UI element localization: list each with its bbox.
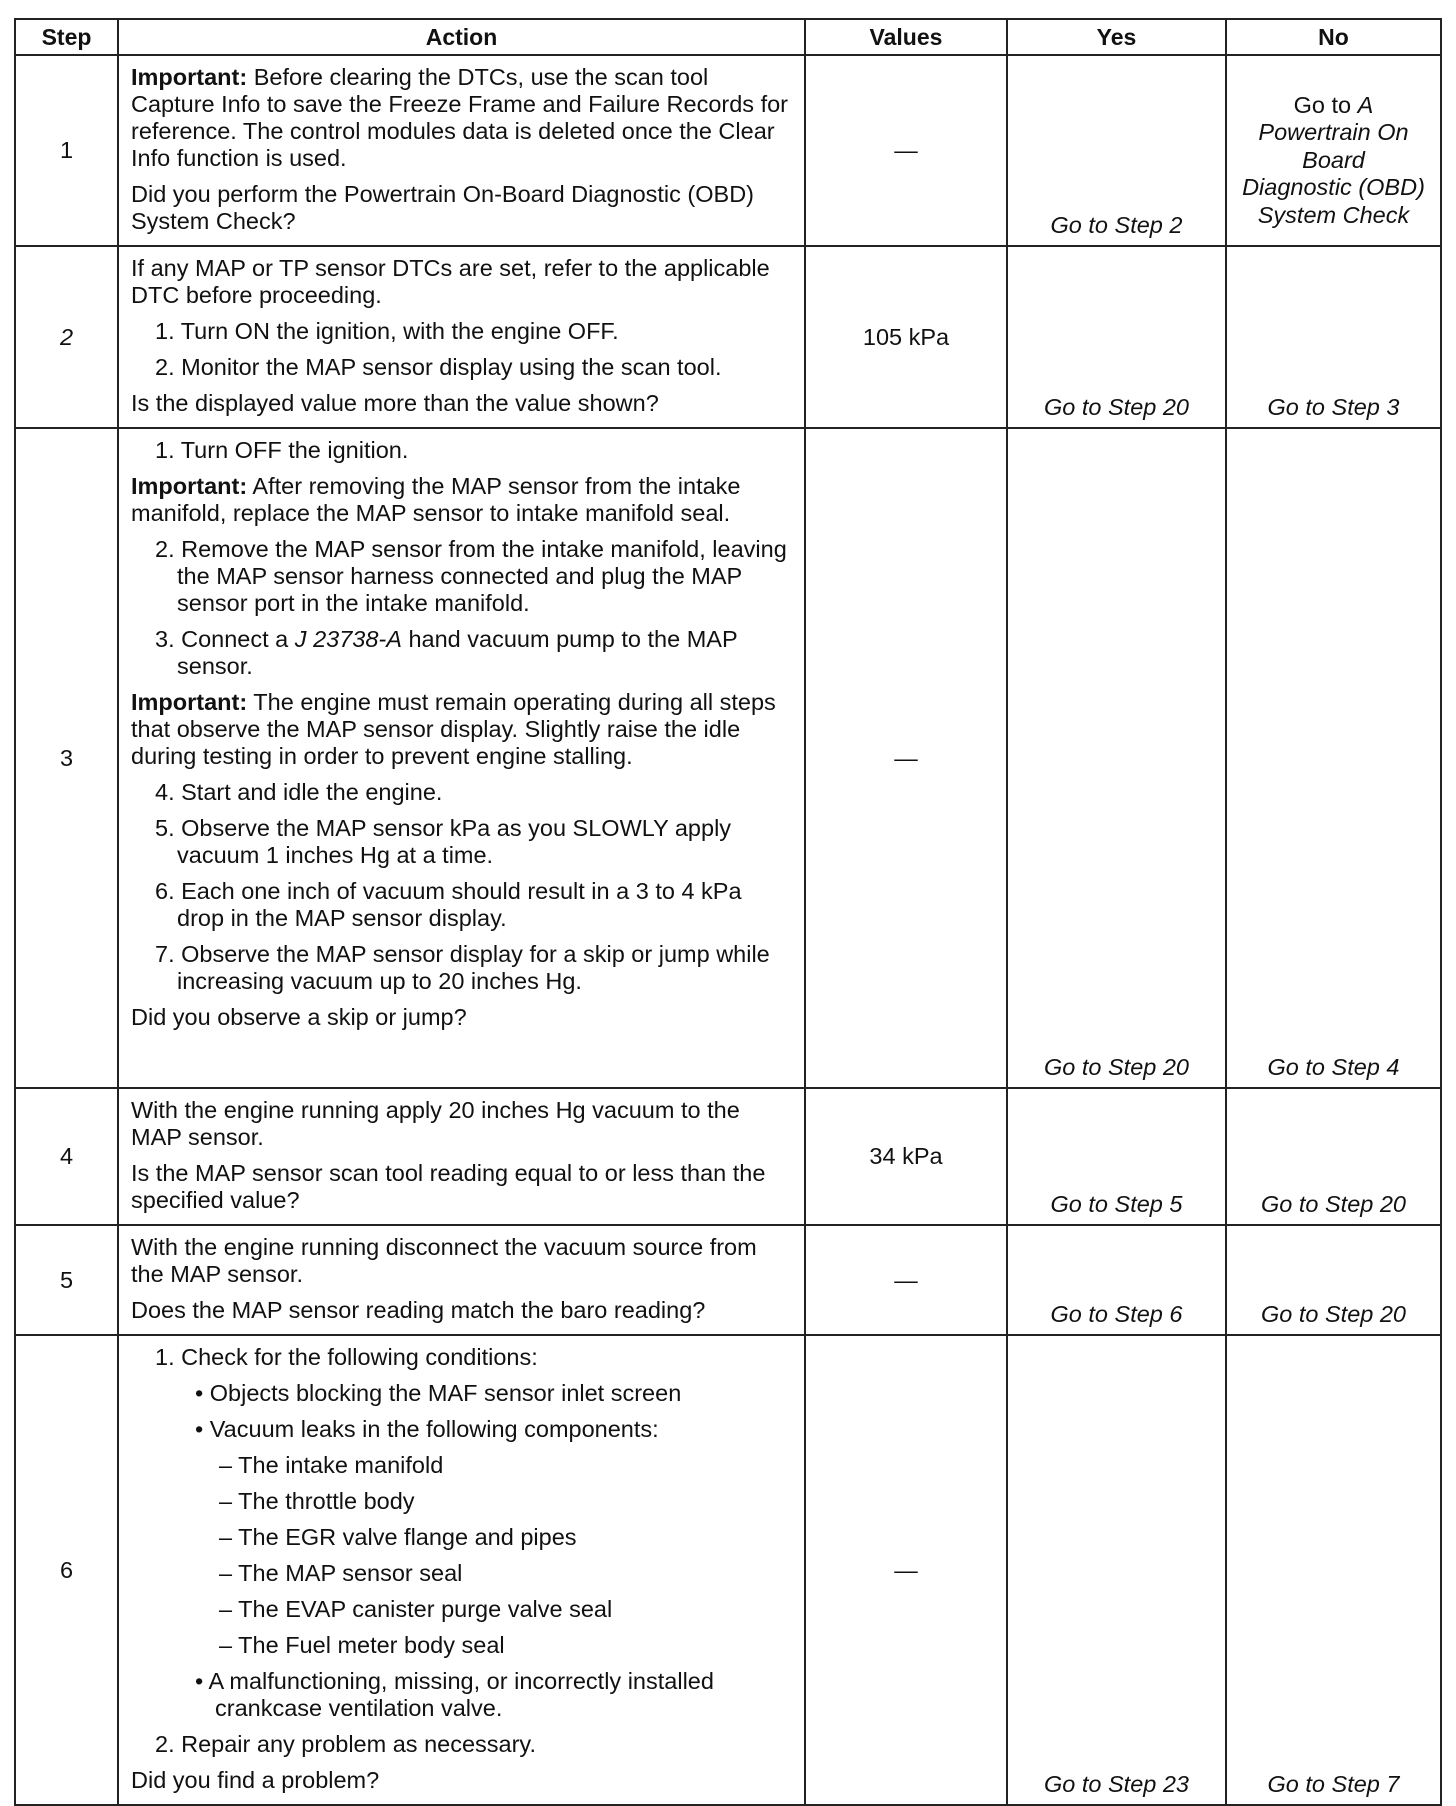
step-number: 1 — [15, 55, 118, 246]
action-step: 2. Remove the MAP sensor from the intake manifold, leaving the MAP sensor harness connected and plug the MAP sensor port in the intake manifold. — [155, 536, 787, 617]
value-cell: — — [805, 1225, 1007, 1335]
action-question: Did you perform the Powertrain On-Board Diagnostic (OBD) System Check? — [131, 181, 754, 235]
yes-goto: Go to Step 23 — [1043, 1771, 1190, 1798]
yes-goto: Go to Step 20 — [1043, 1054, 1190, 1081]
action-step: 3. Connect a J 23738-A hand vacuum pump to the MAP sensor. — [155, 626, 738, 680]
condition-bullet: • Vacuum leaks in the following components: — [195, 1416, 659, 1443]
yes-cell — [1007, 428, 1226, 1088]
value-cell: — — [805, 55, 1007, 246]
no-goto: Go to A Powertrain On Board Diagnostic (OBD) System Check — [1242, 92, 1425, 228]
header-action: Action — [118, 19, 805, 55]
action-question: Did you find a problem? — [131, 1767, 380, 1794]
action-step: 1. Check for the following conditions: — [155, 1344, 538, 1371]
action-step: 1. Turn OFF the ignition. — [155, 437, 409, 464]
action-cell — [118, 55, 805, 246]
important-note: Important: The engine must remain operating during all steps that observe the MAP sensor display. Slightly raise the idle during testing in order to prevent engine stalling. — [131, 689, 776, 770]
action-cell — [118, 428, 805, 1088]
header-no: No — [1226, 19, 1441, 55]
action-step: 1. Turn ON the ignition, with the engine OFF. — [155, 318, 619, 345]
yes-cell — [1007, 1225, 1226, 1335]
no-goto: Go to Step 20 — [1260, 1301, 1407, 1328]
action-question: Is the MAP sensor scan tool reading equal to or less than the specified value? — [131, 1160, 766, 1214]
tool-name: J 23738-A — [294, 626, 402, 653]
table-row-step-2 — [15, 246, 1441, 428]
important-note: Important: Before clearing the DTCs, use the scan tool Capture Info to save the Freeze Frame and Failure Records for reference. The control modules data is deleted once the Clear Info function is used. — [131, 64, 789, 172]
no-cell — [1226, 1335, 1441, 1805]
step-number: 6 — [15, 1335, 118, 1805]
yes-cell — [1007, 1335, 1226, 1805]
table-row-step-4 — [15, 1088, 1441, 1225]
action-step: 2. Monitor the MAP sensor display using the scan tool. — [155, 354, 722, 381]
yes-goto: Go to Step 20 — [1043, 394, 1190, 421]
action-intro: With the engine running disconnect the vacuum source from the MAP sensor. — [131, 1234, 757, 1288]
header-yes: Yes — [1007, 19, 1226, 55]
no-cell — [1226, 428, 1441, 1088]
action-cell — [118, 1335, 805, 1805]
action-step: 5. Observe the MAP sensor kPa as you SLOWLY apply vacuum 1 inches Hg at a time. — [155, 815, 732, 869]
no-goto: Go to Step 3 — [1267, 394, 1400, 421]
condition-bullet: • A malfunctioning, missing, or incorrectly installed crankcase ventilation valve. — [195, 1668, 714, 1722]
yes-cell — [1007, 55, 1226, 246]
no-goto: Go to Step 7 — [1267, 1771, 1400, 1798]
value-cell: 105 kPa — [805, 246, 1007, 428]
step-number: 4 — [15, 1088, 118, 1225]
yes-goto: Go to Step 5 — [1050, 1191, 1183, 1218]
step-number: 5 — [15, 1225, 118, 1335]
step-number: 2 — [15, 246, 118, 428]
no-cell — [1226, 55, 1441, 246]
action-intro: If any MAP or TP sensor DTCs are set, refer to the applicable DTC before proceeding. — [131, 255, 770, 309]
header-values: Values — [805, 19, 1007, 55]
component-item: – The throttle body — [219, 1488, 415, 1515]
action-question: Does the MAP sensor reading match the baro reading? — [131, 1297, 706, 1324]
action-step: 7. Observe the MAP sensor display for a skip or jump while increasing vacuum up to 20 inches Hg. — [155, 941, 770, 995]
value-cell: — — [805, 1335, 1007, 1805]
no-goto: Go to Step 20 — [1260, 1191, 1407, 1218]
condition-bullet: • Objects blocking the MAF sensor inlet screen — [195, 1380, 682, 1407]
table-row-step-5 — [15, 1225, 1441, 1335]
component-item: – The Fuel meter body seal — [219, 1632, 505, 1659]
action-step: 6. Each one inch of vacuum should result in a 3 to 4 kPa drop in the MAP sensor display. — [155, 878, 742, 932]
action-question: Is the displayed value more than the value shown? — [131, 390, 659, 417]
component-item: – The intake manifold — [219, 1452, 444, 1479]
action-step: 2. Repair any problem as necessary. — [155, 1731, 536, 1758]
action-cell — [118, 1088, 805, 1225]
component-item: – The EGR valve flange and pipes — [219, 1524, 577, 1551]
header-step: Step — [15, 19, 118, 55]
no-cell — [1226, 246, 1441, 428]
no-goto: Go to Step 4 — [1267, 1054, 1400, 1081]
value-cell: 34 kPa — [805, 1088, 1007, 1225]
no-cell — [1226, 1225, 1441, 1335]
no-cell — [1226, 1088, 1441, 1225]
action-step: 4. Start and idle the engine. — [155, 779, 443, 806]
action-intro: With the engine running apply 20 inches Hg vacuum to the MAP sensor. — [131, 1097, 740, 1151]
yes-cell — [1007, 1088, 1226, 1225]
action-cell — [118, 1225, 805, 1335]
value-cell: — — [805, 428, 1007, 1088]
component-item: – The EVAP canister purge valve seal — [219, 1596, 613, 1623]
yes-goto: Go to Step 6 — [1050, 1301, 1183, 1328]
table-row-step-6 — [15, 1335, 1441, 1805]
action-question: Did you observe a skip or jump? — [131, 1004, 467, 1031]
diagnostic-table — [14, 18, 1442, 1806]
table-row-step-3 — [15, 428, 1441, 1088]
yes-goto: Go to Step 2 — [1050, 212, 1183, 239]
header-row — [15, 19, 1441, 55]
action-cell — [118, 246, 805, 428]
component-item: – The MAP sensor seal — [219, 1560, 463, 1587]
step-number: 3 — [15, 428, 118, 1088]
table-row-step-1 — [15, 55, 1441, 246]
yes-cell — [1007, 246, 1226, 428]
important-note: Important: After removing the MAP sensor from the intake manifold, replace the MAP sensor to intake manifold seal. — [131, 473, 741, 527]
